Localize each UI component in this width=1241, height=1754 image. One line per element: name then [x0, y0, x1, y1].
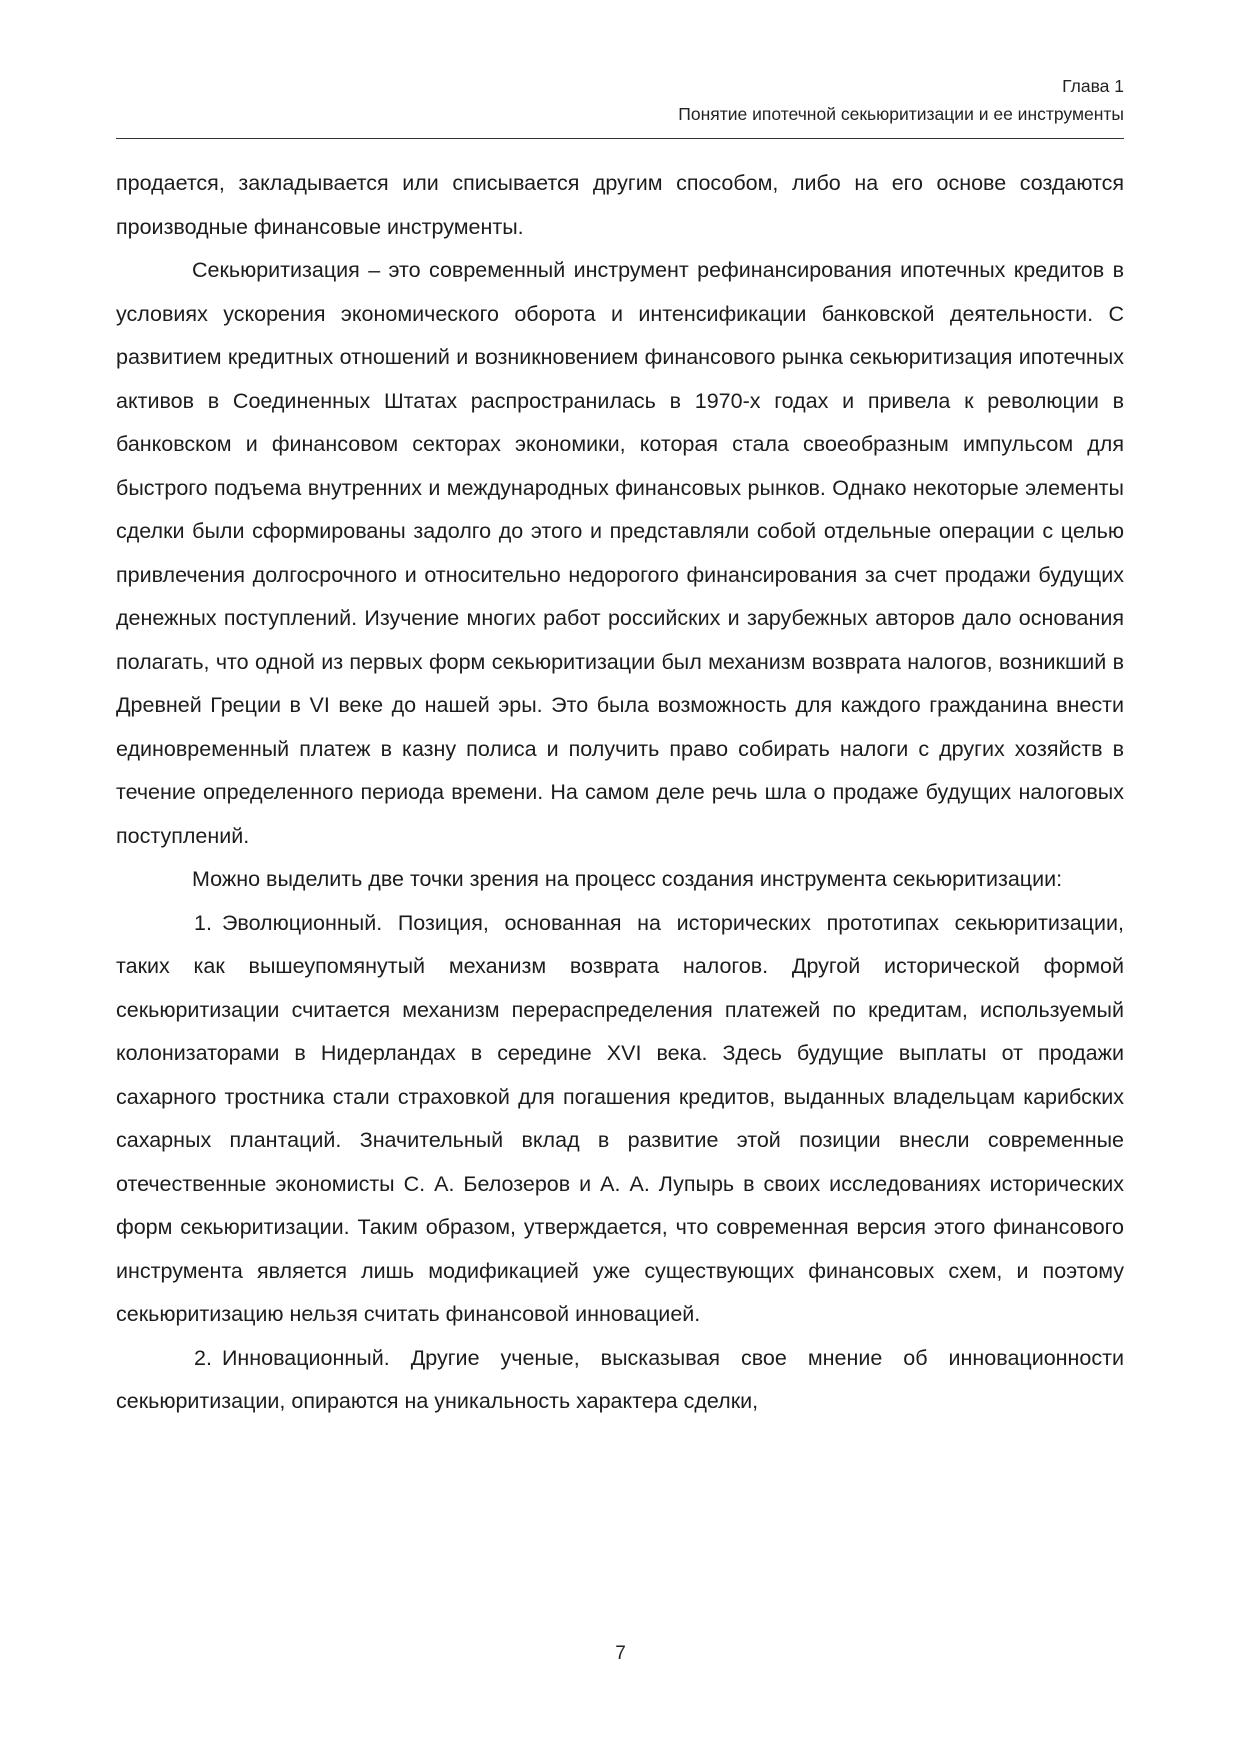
- paragraph-securitization: Секьюритизация – это современный инструмент рефинансирования ипотечных кредитов в условиях ускорения экономического оборота и интенсификации банковской деятельности. С развитием кредитных отношений и возникновением финансового рынка секьюритизация ипотечных активов в Соединенных Штатах распространилась в 1970-х годах и привела к революции в банковском и финансовом секторах экономики, которая стала своеобразным импульсом для быстрого подъема внутренних и международных финансовых рынков. Однако некоторые элементы сделки были сформированы задолго до этого и представляли собой отдельные операции с целью привлечения долгосрочного и относительно недорогого финансирования за счет продажи будущих денежных поступлений. Изучение многих работ российских и зарубежных авторов дало основания полагать, что одной из первых форм секьюритизации был механизм возврата налогов, возникший в Древней Греции в VI веке до нашей эры. Это была возможность для каждого гражданина внести единовременный платеж в казну полиса и получить право собирать налоги с других хозяйств в течение определенного периода времени. На самом деле речь шла о продаже будущих налоговых поступлений.: [116, 258, 1124, 848]
- running-header: [116, 72, 1124, 128]
- paragraph-viewpoints: Можно выделить две точки зрения на процесс создания инструмента секьюритизации:: [192, 867, 1063, 891]
- page-number: 7: [615, 1643, 626, 1664]
- list-item-text: Инновационный. Другие ученые, высказывая свое мнение об инновационности секьюритизации, опираются на уникальность характера сделки,: [116, 1345, 1124, 1413]
- chapter-title: Понятие ипотечной секьюритизации и ее инструменты: [678, 104, 1124, 124]
- continuation-paragraph: продается, закладывается или списывается другим способом, либо на его основе создаются производные финансовые инструменты.: [116, 171, 1124, 239]
- list-item: [116, 902, 1124, 1337]
- chapter-label: Глава 1: [1062, 76, 1124, 96]
- list-item-number: 2.: [194, 1345, 212, 1370]
- list-item-number: 1.: [194, 910, 212, 935]
- header-divider: [116, 138, 1124, 139]
- list-item-text: Эволюционный. Позиция, основанная на исторических прототипах секьюритизации, таких как вышеупомянутый механизм возврата налогов. Другой исторической формой секьюритизации считается механизм перераспределения платежей по кредитам, используемый колонизаторами в Нидерландах в середине XVI века. Здесь будущие выплаты от продажи сахарного тростника стали страховкой для погашения кредитов, выданных владельцам карибских сахарных плантаций. Значительный вклад в развитие этой позиции внесли современные отечественные экономисты С. А. Белозеров и А. А. Лупырь в своих исследованиях исторических форм секьюритизации. Таким образом, утверждается, что современная версия этого финансового инструмента является лишь модификацией уже существующих финансовых схем, и поэтому секьюритизацию нельзя считать финансовой инновацией.: [116, 910, 1124, 1326]
- list-item: [116, 1337, 1124, 1424]
- viewpoints-list: [116, 902, 1124, 1424]
- page-body: [116, 162, 1124, 1424]
